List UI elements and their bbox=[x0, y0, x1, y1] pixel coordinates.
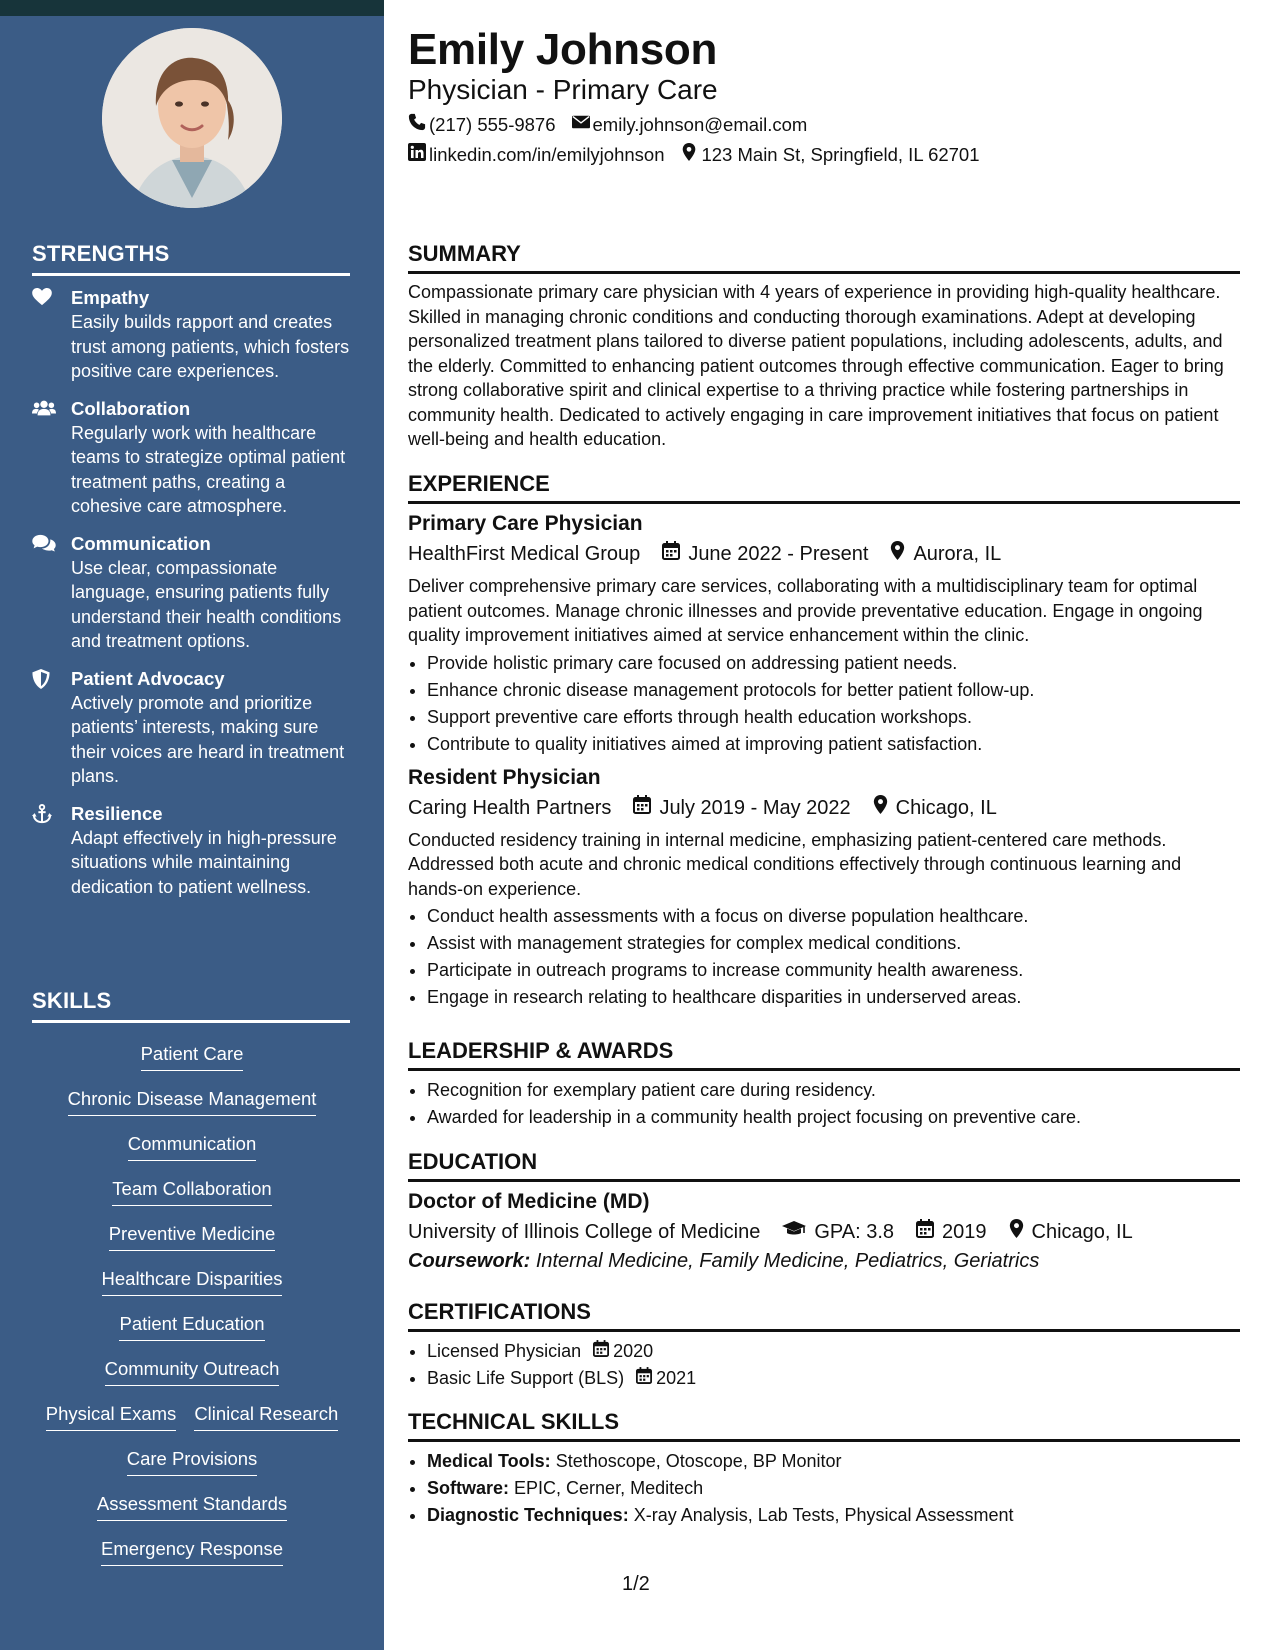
skill-tag: Physical Exams bbox=[46, 1402, 177, 1431]
strength-item bbox=[32, 532, 352, 654]
technical-skills-list bbox=[408, 1448, 1240, 1529]
awards-list bbox=[408, 1077, 1240, 1131]
job-company: Caring Health Partners bbox=[408, 796, 612, 819]
section-heading: TECHNICAL SKILLS bbox=[408, 1407, 1240, 1442]
page-number: 1/2 bbox=[622, 1573, 650, 1595]
job-title: Physician - Primary Care bbox=[408, 74, 718, 105]
coursework-text: Internal Medicine, Family Medicine, Pediatrics, Geriatrics bbox=[535, 1250, 1040, 1272]
strength-item bbox=[32, 286, 352, 384]
certifications-list bbox=[408, 1338, 1240, 1392]
strength-title: Patient Advocacy bbox=[71, 667, 225, 689]
calendar-icon bbox=[916, 1218, 934, 1246]
skills-list bbox=[32, 1042, 352, 1582]
job-location: Aurora, IL bbox=[913, 543, 1002, 565]
summary-text: Compassionate primary care physician with 4 years of experience in providing high-quality healthcare. Skilled in managing chronic conditions and conducting thorough examinations. Adept at developing personalized treatment plans tailored to diverse patient populations, including adolescents, adults, and the elderly. Committed to enhancing patient outcomes through effective communication. Eager to bring strong collaborative spirit and clinical expertise to a thriving practice while fostering partnerships in community health. Dedicated to actively engaging in care improvement initiatives that focus on patient well-being and health education. bbox=[408, 282, 1224, 449]
school-name: University of Illinois College of Medicine bbox=[408, 1221, 761, 1243]
list-item: • Enhance chronic disease management protocols for better patient follow-up. bbox=[427, 677, 1240, 704]
strength-title: Resilience bbox=[71, 802, 163, 824]
map-pin-icon bbox=[680, 143, 698, 167]
education-section bbox=[408, 1147, 1240, 1276]
job-entry bbox=[408, 764, 1240, 1012]
job-role: Primary Care Physician bbox=[408, 512, 643, 535]
job-dates: July 2019 - May 2022 bbox=[659, 796, 851, 819]
comments-icon bbox=[32, 534, 54, 554]
job-role: Resident Physician bbox=[408, 765, 601, 789]
section-heading: EXPERIENCE bbox=[408, 469, 1240, 504]
list-item: • Provide holistic primary care focused on addressing patient needs. bbox=[427, 650, 1240, 677]
skill-tag: Clinical Research bbox=[194, 1402, 338, 1431]
job-bullets bbox=[408, 903, 1240, 1011]
calendar-icon bbox=[628, 1365, 652, 1392]
phone-text: (217) 555-9876 bbox=[429, 114, 556, 135]
strength-description: Adapt effectively in high-pressure situations while maintaining dedication to patient wellness. bbox=[71, 827, 337, 897]
linkedin-link[interactable]: linkedin.com/in/emilyjohnson bbox=[429, 144, 665, 165]
strengths-heading: STRENGTHS bbox=[32, 241, 350, 276]
strengths-list bbox=[32, 286, 352, 912]
envelope-icon bbox=[572, 113, 590, 137]
list-item: • Assist with management strategies for complex medical conditions. bbox=[427, 930, 1240, 957]
strength-description: Easily builds rapport and creates trust among patients, which fosters positive care experiences. bbox=[71, 312, 350, 381]
skill-tag: Assessment Standards bbox=[97, 1492, 287, 1521]
job-location: Chicago, IL bbox=[895, 796, 997, 819]
skill-tag: Emergency Response bbox=[101, 1537, 283, 1566]
top-accent-bar bbox=[0, 0, 384, 16]
skill-tag: Healthcare Disparities bbox=[102, 1267, 283, 1296]
sidebar bbox=[0, 16, 384, 1650]
candidate-name: Emily Johnson bbox=[408, 25, 718, 74]
job-meta bbox=[408, 540, 1240, 568]
address-contact bbox=[680, 143, 979, 167]
email-contact[interactable] bbox=[572, 113, 808, 137]
contact-row bbox=[408, 143, 980, 167]
email-link[interactable]: emily.johnson@email.com bbox=[592, 114, 808, 135]
skills-heading: SKILLS bbox=[32, 988, 350, 1023]
experience-section bbox=[408, 469, 1240, 1011]
tech-label: Diagnostic Techniques: bbox=[427, 1505, 629, 1525]
leadership-section bbox=[408, 1036, 1240, 1131]
degree-title: Doctor of Medicine (MD) bbox=[408, 1190, 650, 1213]
strength-title: Empathy bbox=[71, 287, 150, 308]
skill-tag: Preventive Medicine bbox=[109, 1222, 276, 1251]
skill-tag: Care Provisions bbox=[127, 1447, 258, 1476]
gpa-text: GPA: 3.8 bbox=[814, 1221, 895, 1243]
certification-name: • Basic Life Support (BLS) bbox=[427, 1368, 625, 1388]
summary-section bbox=[408, 239, 1240, 452]
map-pin-icon bbox=[1009, 1218, 1024, 1246]
certification-year: 2021 bbox=[656, 1368, 697, 1388]
strength-item bbox=[32, 667, 352, 789]
certification-year: 2020 bbox=[613, 1341, 654, 1361]
contact-row bbox=[408, 113, 807, 137]
strength-title: Communication bbox=[71, 532, 211, 554]
certification-name: • Licensed Physician bbox=[427, 1341, 582, 1361]
tech-value: EPIC, Cerner, Meditech bbox=[514, 1478, 704, 1498]
calendar-icon bbox=[662, 540, 680, 568]
list-item bbox=[427, 1502, 1240, 1529]
job-entry bbox=[408, 510, 1240, 758]
school-location: Chicago, IL bbox=[1031, 1221, 1133, 1243]
tech-label: Software: bbox=[427, 1478, 510, 1498]
strength-title: Collaboration bbox=[71, 397, 191, 419]
phone-icon bbox=[408, 113, 426, 137]
tech-value: X-ray Analysis, Lab Tests, Physical Assessment bbox=[633, 1505, 1014, 1525]
coursework-label: Coursework: bbox=[408, 1250, 531, 1272]
skill-tag: Communication bbox=[128, 1132, 257, 1161]
list-item: • Support preventive care efforts through health education workshops. bbox=[427, 704, 1240, 731]
calendar-icon bbox=[633, 794, 651, 822]
address-text: 123 Main St, Springfield, IL 62701 bbox=[701, 144, 980, 165]
map-pin-icon bbox=[873, 794, 888, 822]
skill-tag: Patient Care bbox=[141, 1042, 244, 1071]
skill-tag: Community Outreach bbox=[105, 1357, 280, 1386]
section-heading: EDUCATION bbox=[408, 1147, 1240, 1182]
section-heading: CERTIFICATIONS bbox=[408, 1297, 1240, 1332]
users-icon bbox=[32, 399, 54, 419]
skill-tag: Chronic Disease Management bbox=[68, 1087, 317, 1116]
heart-icon bbox=[32, 288, 54, 308]
list-item bbox=[427, 1338, 1240, 1365]
job-meta bbox=[408, 794, 1240, 822]
tech-label: Medical Tools: bbox=[427, 1451, 551, 1471]
list-item: • Engage in research relating to healthcare disparities in underserved areas. bbox=[427, 984, 1240, 1011]
strength-item bbox=[32, 802, 352, 900]
job-company: HealthFirst Medical Group bbox=[408, 543, 641, 565]
list-item: • Conduct health assessments with a focus on diverse population healthcare. bbox=[427, 903, 1240, 930]
list-item: • Participate in outreach programs to increase community health awareness. bbox=[427, 957, 1240, 984]
strength-description: Regularly work with healthcare teams to strategize optimal patient treatment paths, creating a cohesive care atmosphere. bbox=[71, 422, 346, 516]
technical-skills-section bbox=[408, 1407, 1240, 1529]
list-item bbox=[427, 1475, 1240, 1502]
map-pin-icon bbox=[890, 540, 905, 568]
profile-photo bbox=[102, 28, 282, 208]
strength-description: Actively promote and prioritize patients’ interests, making sure their voices are heard in treatment plans. bbox=[71, 692, 345, 786]
certifications-section bbox=[408, 1297, 1240, 1392]
coursework-line bbox=[408, 1246, 1240, 1276]
job-description: Deliver comprehensive primary care services, collaborating with a multidisciplinary team for optimal patient outcomes. Manage chronic illnesses and provide preventative education. Engage in ongoing quality improvement initiatives aimed at service enhancement within the clinic. bbox=[408, 576, 1203, 645]
linkedin-icon bbox=[408, 143, 426, 167]
skill-tag: Patient Education bbox=[119, 1312, 264, 1341]
strength-item bbox=[32, 397, 352, 519]
phone-contact bbox=[408, 113, 556, 137]
shield-icon bbox=[32, 669, 54, 689]
job-bullets bbox=[408, 650, 1240, 758]
section-heading: LEADERSHIP & AWARDS bbox=[408, 1036, 1240, 1071]
graduation-year: 2019 bbox=[942, 1221, 987, 1243]
tech-value: Stethoscope, Otoscope, BP Monitor bbox=[555, 1451, 842, 1471]
anchor-icon bbox=[32, 804, 54, 824]
graduation-cap-icon bbox=[782, 1218, 806, 1246]
calendar-icon bbox=[585, 1338, 609, 1365]
list-item bbox=[427, 1365, 1240, 1392]
list-item: • Contribute to quality initiatives aimed at improving patient satisfaction. bbox=[427, 731, 1240, 758]
list-item: • Awarded for leadership in a community health project focusing on preventive care. bbox=[427, 1104, 1240, 1131]
section-heading: SUMMARY bbox=[408, 239, 1240, 274]
job-dates: June 2022 - Present bbox=[688, 543, 869, 565]
linkedin-contact[interactable] bbox=[408, 143, 664, 167]
list-item bbox=[427, 1448, 1240, 1475]
job-description: Conducted residency training in internal medicine, emphasizing patient-centered care methods. Addressed both acute and chronic medical conditions effectively through continuous learning and hands-on experience. bbox=[408, 829, 1182, 899]
education-meta bbox=[408, 1218, 1240, 1246]
skill-tag: Team Collaboration bbox=[112, 1177, 271, 1206]
strength-description: Use clear, compassionate language, ensuring patients fully understand their health conditions and treatment options. bbox=[71, 557, 342, 651]
list-item: • Recognition for exemplary patient care during residency. bbox=[427, 1077, 1240, 1104]
